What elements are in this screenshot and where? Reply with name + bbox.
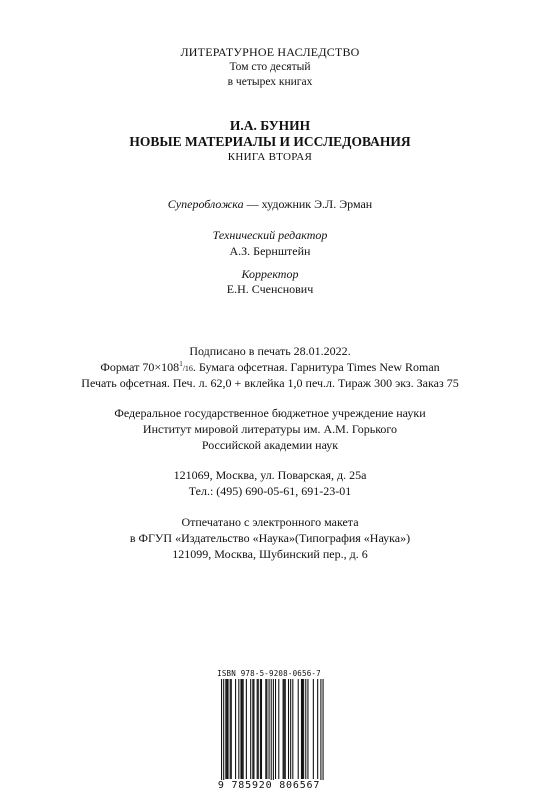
barcode-digits: 9 785920 806567 [213,780,325,791]
barcode-bar [231,679,232,779]
cover-dash: — [243,197,262,211]
series-volume: Том сто десятый [229,61,311,73]
corrector-role: Корректор [241,267,299,281]
printer-line-3: 121099, Москва, Шубинский пер., д. 6 [172,547,368,561]
barcode-bar [303,679,304,779]
barcode-bar [225,679,226,779]
barcode-bar [260,679,261,779]
format-suffix: . Бумага офсетная. Гарнитура Times New Roman [192,360,440,374]
format-sup: 1 [179,360,183,368]
barcode-bar [258,679,259,779]
barcode-bar [227,679,228,779]
format-prefix: Формат 70×108 [100,360,180,374]
barcode-bar [223,679,224,787]
barcode-bar [288,679,289,779]
cover-credit [0,198,540,210]
format-sub: /16 [182,364,193,373]
publisher-line-3: Российской академии наук [201,438,339,452]
barcode-bar [269,679,270,779]
cover-role: Суперобложка [167,197,244,211]
barcode-bar [238,679,239,779]
barcode-bar [323,679,324,787]
barcode-bar [253,679,254,779]
barcode-bar [235,679,236,779]
format-line [0,361,540,373]
barcode-bar [320,679,321,787]
barcode-bar [284,679,285,779]
barcode-bar [266,679,267,779]
barcode-bar [246,679,247,779]
barcode-bar [290,679,291,779]
barcode-bar [275,679,276,779]
printer-line-2: в ФГУП «Издательство «Наука»(Типография «Наука») [129,531,411,545]
barcode-bar [261,679,262,779]
barcode-graphic [213,679,325,791]
barcode-bar [305,679,306,779]
signed-date: Подписано в печать 28.01.2022. [189,344,351,358]
barcode-bar [221,679,222,787]
isbn-barcode [213,679,325,791]
barcode-bar [230,679,231,779]
barcode-bar [278,679,279,779]
series-name: ЛИТЕРАТУРНОЕ НАСЛЕДСТВО [180,45,360,59]
barcode-bar [285,679,286,779]
barcode-bar [302,679,303,779]
barcode-bar [265,679,266,779]
barcode-bar [250,679,251,779]
book-title: НОВЫЕ МАТЕРИАЛЫ И ИССЛЕДОВАНИЯ [129,134,411,149]
cover-person: художник Э.Л. Эрман [261,197,373,211]
barcode-bar [242,679,243,779]
printer-line-1: Отпечатано с электронного макета [181,515,359,529]
corrector-person: Е.Н. Сченснович [226,282,314,296]
print-details: Печать офсетная. Печ. л. 62,0 + вклейка 1,0 печ.л. Тираж 300 экз. Заказ 75 [81,376,459,390]
isbn-label: ISBN 978-5-9208-0656-7 [217,669,321,678]
series-books: в четырех книгах [227,76,313,88]
publisher-address: 121069, Москва, ул. Поварская, д. 25а [173,468,367,482]
barcode-bar [273,679,274,787]
barcode-bar [301,679,302,779]
barcode-bar [313,679,314,779]
barcode-bar [292,679,293,779]
book-author: И.А. БУНИН [229,118,311,133]
barcode-bar [243,679,244,779]
barcode-bar [283,679,284,779]
barcode-bar [252,679,253,779]
barcode-bar [271,679,272,787]
publisher-line-2: Институт мировой литературы им. А.М. Горького [142,422,398,436]
book-part: КНИГА ВТОРАЯ [227,151,313,163]
barcode-bar [307,679,308,779]
barcode-bar [298,679,299,779]
publisher-line-1: Федеральное государственное бюджетное учреждение науки [114,406,426,420]
tech-editor-person: А.З. Бернштейн [229,244,311,258]
barcode-bar [226,679,227,779]
barcode-bar [257,679,258,779]
publisher-phone: Тел.: (495) 690-05-61, 691-23-01 [188,484,352,498]
tech-editor-role: Технический редактор [212,228,328,242]
barcode-bar [240,679,241,779]
barcode-bar [317,679,318,779]
